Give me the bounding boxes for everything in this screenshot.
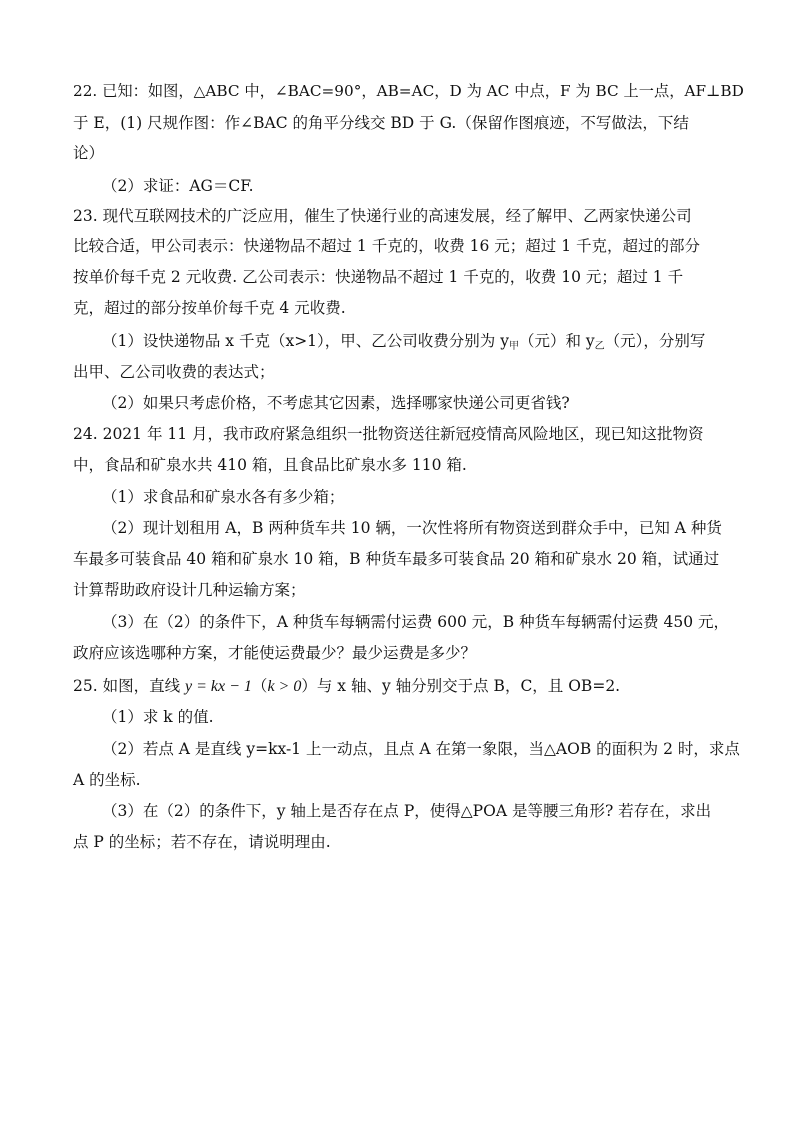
q25-line-formula: y = kx − 1 — [185, 678, 252, 695]
q24-line-1: 24. 2021 年 11 月，我市政府紧急组织一批物资送往新冠疫情高风险地区，现已知这批物资 — [73, 425, 704, 443]
q23-line-2: 比较合适，甲公司表示：快递物品不超过 1 千克的，收费 16 元；超过 1 千克，超过的部分 — [73, 237, 701, 255]
q23-subscript-yi: 乙 — [594, 341, 605, 352]
q23-part-1-text-a: （1）设快递物品 x 千克（x>1），甲、乙公司收费分别为 y — [102, 332, 509, 350]
q24-part-1: （1）求食品和矿泉水各有多少箱； — [102, 488, 345, 506]
q22-line-2: 于 E，(1) 尺规作图：作∠BAC 的角平分线交 BD 于 G.（保留作图痕迹，不写做法，下结 — [73, 114, 689, 132]
q24-part-3-line-2: 政府应该选哪种方案，才能使运费最少？最少运费是多少？ — [73, 644, 477, 662]
q24-line-2: 中，食品和矿泉水共 410 箱，且食品比矿泉水多 110 箱. — [73, 456, 467, 474]
q25-condition: k > 0 — [267, 678, 302, 695]
q25-intro-rest: ）与 x 轴、y 轴分别交于点 B，C，且 OB=2. — [301, 677, 621, 695]
q22-line-3: 论） — [73, 144, 105, 162]
q24-part-2-line-2: 车最多可装食品 40 箱和矿泉水 10 箱，B 种货车最多可装食品 20 箱和矿泉水 20 箱，试通过 — [73, 550, 720, 568]
q24-part-2-line-3: 计算帮助政府设计几种运输方案； — [73, 581, 306, 599]
q23-part-1-text-b: （元）和 y — [518, 332, 595, 350]
q24-part-3-line-1: （3）在（2）的条件下，A 种货车每辆需付运费 600 元，B 种货车每辆需付运费 450 元， — [102, 613, 730, 631]
q23-part-2: （2）如果只考虑价格，不考虑其它因素，选择哪家快递公司更省钱? — [102, 394, 570, 412]
q25-paren-open: （ — [251, 677, 268, 695]
q23-line-3: 按单价每千克 2 元收费. 乙公司表示：快递物品不超过 1 千克的，收费 10 元；超过 1 千 — [73, 268, 684, 286]
q22-part-2: （2）求证：AG＝CF. — [102, 177, 254, 195]
q23-part-1-text-c: （元），分别写 — [604, 332, 706, 350]
q25-part-1: （1）求 k 的值. — [102, 708, 214, 726]
q23-part-1-line-1 — [102, 330, 705, 352]
q24-part-2-line-1: （2）现计划租用 A，B 两种货车共 10 辆，一次性将所有物资送到群众手中，已知 A 种货 — [102, 519, 722, 537]
q23-line-4: 克，超过的部分按单价每千克 4 元收费. — [73, 299, 346, 317]
q23-part-1-line-2: 出甲、乙公司收费的表达式； — [73, 363, 275, 381]
q23-line-1: 23. 现代互联网技术的广泛应用，催生了快递行业的高速发展，经了解甲、乙两家快递公司 — [73, 207, 692, 225]
q25-part-3-line-1: （3）在（2）的条件下，y 轴上是否存在点 P，使得△POA 是等腰三角形? 若存在，求出 — [102, 802, 712, 820]
q25-part-2-line-1: （2）若点 A 是直线 y=kx-1 上一动点，且点 A 在第一象限，当△AOB 的面积为 2 时，求点 — [102, 740, 740, 758]
q23-subscript-jia: 甲 — [508, 341, 519, 352]
q25-part-3-line-2: 点 P 的坐标；若不存在，请说明理由. — [73, 833, 331, 851]
q25-part-2-line-2: A 的坐标. — [73, 771, 141, 789]
q25-intro: 25. 如图，直线 — [73, 677, 186, 695]
q25-line-1 — [73, 675, 620, 697]
q22-line-1: 22. 已知：如图，△ABC 中，∠BAC=90°，AB=AC，D 为 AC 中点，F 为 BC 上一点，AF⊥BD — [73, 82, 744, 100]
